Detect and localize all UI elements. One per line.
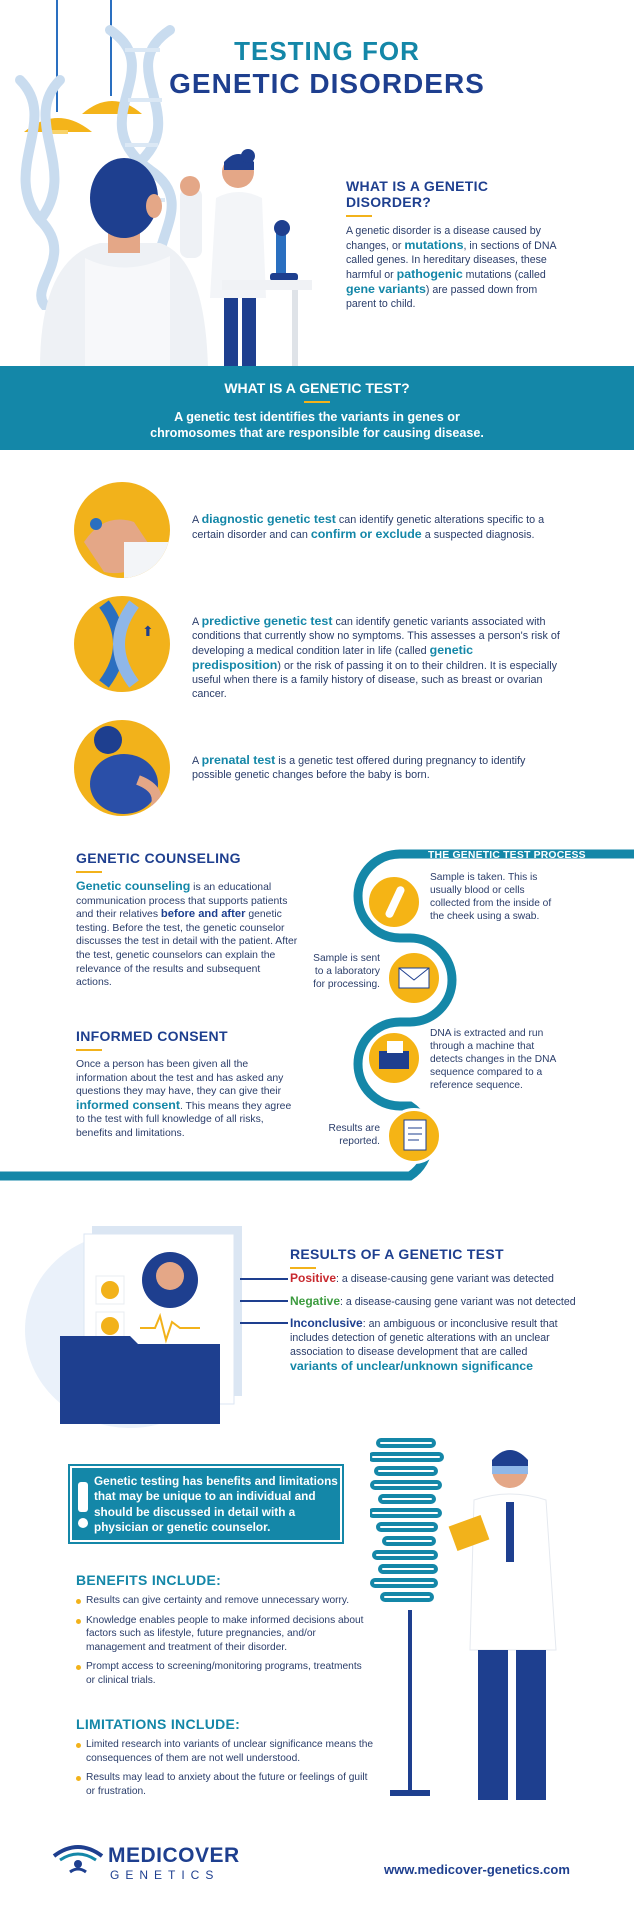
limitation-item: Limited research into variants of unclear significance means the consequences of them are not well understood.: [76, 1738, 376, 1765]
predictive-test-text: A predictive genetic test can identify genetic variants associated with conditions that currently show no symptoms. This assesses a person's risk of developing a medical condition later in life (called genetic predisposition) or the risk of passing it on to their children. It is especially useful when there is a family history of disease, such as breast or ovarian cancer.: [192, 614, 560, 700]
inconclusive-label: Inconclusive: [290, 1316, 363, 1330]
disorder-text: A genetic disorder is a disease caused by changes, or mutations, in sections of DNA called genes. In hereditary diseases, these harmful or pathogenic mutations (called gene variants) are passed down from parent to child.: [346, 225, 556, 310]
limitations-section: [76, 1716, 376, 1804]
genetic-test-banner: [0, 366, 634, 450]
counseling-text: Genetic counseling is an educational communication process that supports patients and their relatives before and after genetic testing. Before the test, the genetic counselor discusses the test in detail with the patient. After the test, genetic counselors can explain the relevance of the results and subsequent actions.: [76, 879, 298, 989]
section-heading: INFORMED CONSENT: [76, 1028, 228, 1044]
limitation-item: Results may lead to anxiety about the future or feelings of guilt or frustration.: [76, 1771, 376, 1798]
result-connector: [240, 1322, 288, 1324]
prenatal-test-text: A prenatal test is a genetic test offered during pregnancy to identify possible genetic changes before the baby is born.: [192, 753, 526, 781]
exclamation-icon: [78, 1482, 88, 1530]
svg-text:⬆: ⬆: [142, 623, 154, 639]
result-connector: [240, 1278, 288, 1280]
process-step-4: Results are reported.: [328, 1123, 380, 1147]
section-heading: LIMITATIONS INCLUDE:: [76, 1716, 241, 1732]
page-title: GENETIC DISORDERS: [169, 68, 485, 99]
brand-name: MEDICOVER: [108, 1844, 240, 1867]
scientist-illustration: [30, 148, 210, 368]
prenatal-test-icon: [74, 720, 170, 816]
predictive-test-icon: [74, 596, 170, 692]
section-heading: BENEFITS INCLUDE:: [76, 1572, 222, 1588]
result-negative: Negative: a disease-causing gene variant was not detected: [290, 1294, 576, 1308]
section-heading: RESULTS OF A GENETIC TEST: [290, 1246, 504, 1262]
disorder-section: [346, 178, 562, 311]
callout-box: [70, 1466, 342, 1542]
benefit-item: Results can give certainty and remove unnecessary worry.: [76, 1594, 366, 1608]
website-link[interactable]: www.medicover-genetics.com: [384, 1862, 570, 1877]
scientist-illustration: [196, 148, 316, 368]
brand-subname: GENETICS: [110, 1868, 220, 1882]
section-heading: WHAT IS A GENETIC TEST?: [224, 380, 410, 396]
results-illustration: [20, 1210, 260, 1432]
process-step-2: Sample is sent to a laboratory for processing.: [313, 953, 380, 990]
section-heading: WHAT IS A GENETIC DISORDER?: [346, 178, 489, 210]
process-step-1: Sample is taken. This is usually blood or cells collected from the inside of the cheek using a swab.: [430, 872, 552, 922]
negative-label: Negative: [290, 1294, 341, 1308]
result-connector: [240, 1300, 288, 1302]
process-heading: THE GENETIC TEST PROCESS: [428, 850, 586, 861]
result-inconclusive: Inconclusive: an ambiguous or inconclusive result that includes detection of genetic alterations with an unclear association to disease development that are called variants of unclear/unknown significance: [290, 1316, 558, 1373]
diagnostic-test-text: A diagnostic genetic test can identify genetic alterations specific to a certain disorder and can confirm or exclude a suspected diagnosis.: [192, 512, 545, 541]
process-step-3: DNA is extracted and run through a machine that detects changes in the DNA sequence compared to a reference sequence.: [430, 1028, 556, 1091]
medicover-logo-icon: [52, 1842, 104, 1874]
consent-text: Once a person has been given all the information about the test and has asked any questions they may have, they can give their informed consent. This means they agree to the test with full knowledge of all risks, benefits and limitations.: [76, 1059, 292, 1139]
divider: [304, 401, 330, 403]
callout-text: Genetic testing has benefits and limitations that may be unique to an individual and should be discussed in detail with a physician or genetic counselor.: [94, 1474, 338, 1535]
benefits-section: [76, 1572, 366, 1694]
section-heading: GENETIC COUNSELING: [76, 850, 241, 866]
benefit-item: Knowledge enables people to make informed decisions about factors such as lifestyle, future pregnancies, and/or management and treatment of their disorder.: [76, 1614, 366, 1655]
header: [0, 0, 634, 370]
positive-label: Positive: [290, 1271, 337, 1285]
banner-text: chromosomes that are responsible for causing disease.: [150, 426, 484, 440]
divider: [346, 215, 372, 217]
doctor-illustration: [370, 1420, 570, 1820]
lab-bench: [222, 280, 312, 290]
benefit-item: Prompt access to screening/monitoring programs, treatments or clinical trials.: [76, 1660, 366, 1687]
result-positive: Positive: a disease-causing gene variant was detected: [290, 1271, 554, 1285]
lab-bench: [292, 290, 298, 370]
page-title: TESTING FOR: [234, 36, 420, 66]
banner-text: A genetic test identifies the variants in genes or: [174, 410, 460, 424]
diagnostic-test-icon: [74, 482, 170, 578]
envelope-icon: [386, 950, 442, 1006]
lab-machine-icon: [366, 1030, 422, 1086]
divider: [290, 1267, 316, 1269]
report-icon: [386, 1108, 442, 1164]
swab-icon: [366, 874, 422, 930]
